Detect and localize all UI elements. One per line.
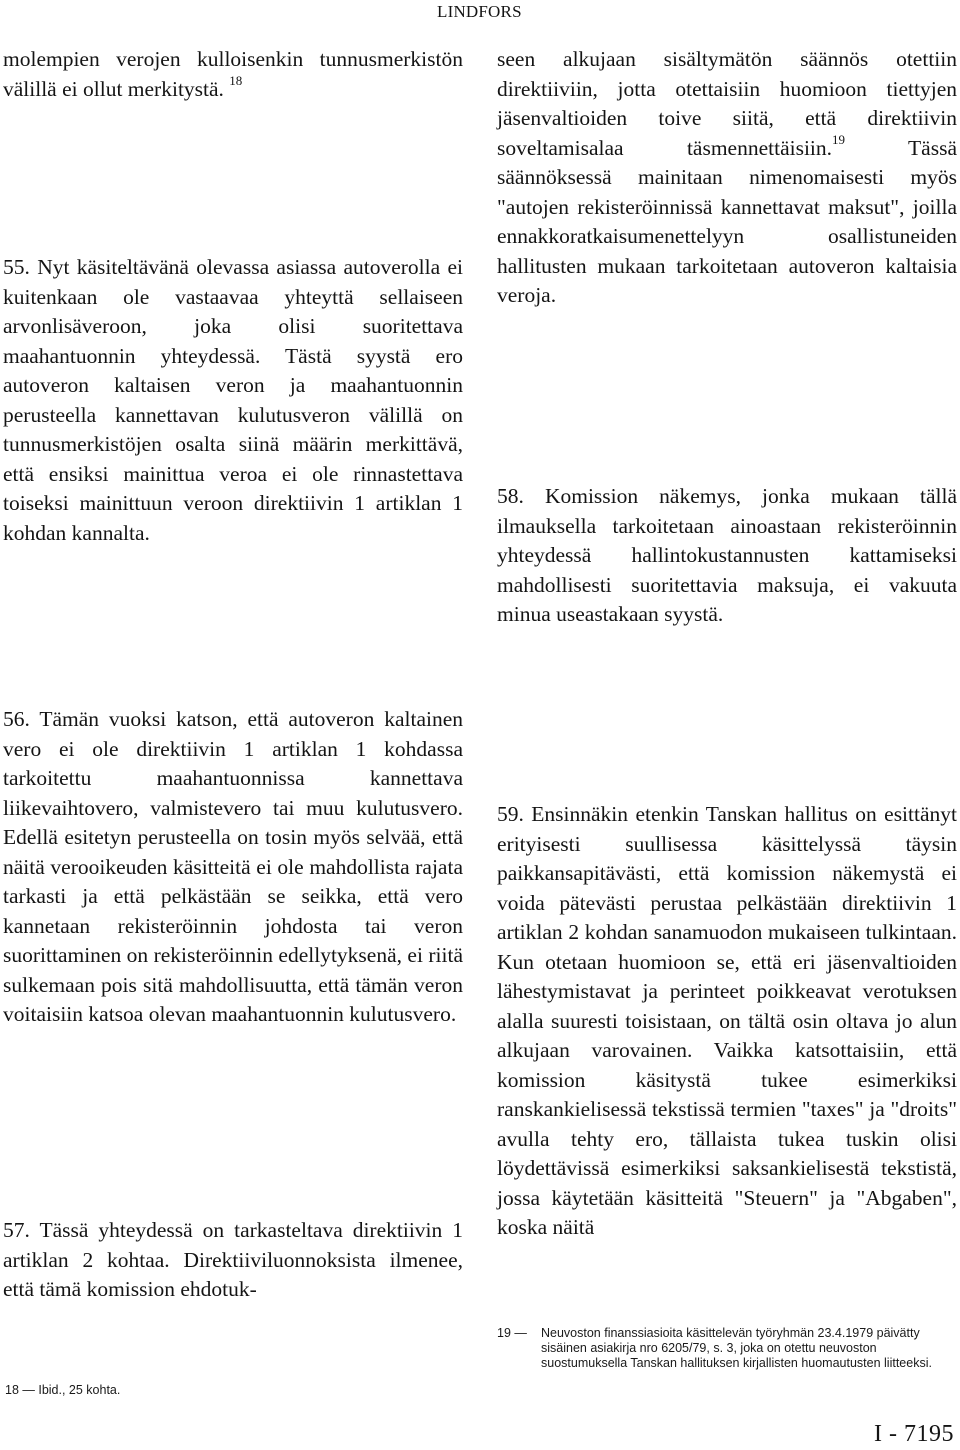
paragraph-58: 58. Komission näkemys, jonka mukaan tällä ilmauksella tarkoitetaan ainoastaan rekisteröinnin yhteydessä hallintokustannusten kattamiseksi mahdollisesti suoritettavia maksuja, ei vakuuta minua useastakaan syystä. — [497, 484, 957, 626]
footnote-ref-19: 19 — [832, 132, 846, 148]
running-head: LINDFORS — [437, 2, 522, 21]
footnote-ref-18: 18 — [229, 73, 243, 89]
page-number: I - 7195 — [874, 1421, 954, 1447]
paragraph-54-end — [3, 45, 463, 104]
paragraph-54-text: molempien verojen kulloisenkin tunnusmerkistön välillä ei ollut merkitystä. — [3, 47, 463, 101]
footnote-19-text: Neuvoston finanssiasioita käsittelevän työryhmän 23.4.1979 päivätty sisäinen asiakirja nro 6205/79, s. 3, joka on otettu neuvoston suostumuksella Tanskan hallituksen kirjallisten huomautusten liitteeksi. — [541, 1326, 932, 1370]
paragraph-57: 57. Tässä yhteydessä on tarkasteltava direktiivin 1 artiklan 2 kohtaa. Direktiiviluonnoksista ilmenee, että tämä komission ehdotuk- — [3, 1218, 463, 1301]
footnote-18: 18 — Ibid., 25 kohta. — [5, 1383, 121, 1397]
paragraph-57-continued-b: Tässä säännöksessä mainitaan nimenomaisesti myös "autojen rekisteröinnissä kannettavat maksut", joilla ennakkoratkaisumenettelyyn osallistuneiden hallitusten mukaan tarkoitetaan autoveron kaltaisia veroja. — [497, 135, 957, 307]
paragraph-56: 56. Tämän vuoksi katson, että autoveron kaltainen vero ei ole direktiivin 1 artiklan 1 kohdassa tarkoitettu maahantuonnissa kannettava liikevaihtovero, valmistevero tai muu kulutusvero. Edellä esitetyn perusteella on tosin myös selvää, että näitä verooikeuden käsitteitä ei ole mahdollista rajata tarkasti ja että pelkästään se seikka, että vero kannetaan rekisteröinnin johdosta tai veron suorittaminen on rekisteröinnin edellytyksenä, ei riitä sulkemaan pois sitä mahdollisuutta, että tämän veron voitaisiin katsoa olevan maahantuonnin kulutusvero. — [3, 707, 463, 1026]
paragraph-57-continued-a: seen alkujaan sisältymätön säännös otettiin direktiiviin, jotta otettaisiin huomioon tiettyjen jäsenvaltioiden toive siitä, että direktiivin soveltamisalaa täsmennettäisiin. — [497, 47, 957, 160]
footnote-19-number: 19 — — [497, 1326, 527, 1340]
paragraph-55: 55. Nyt käsiteltävänä olevassa asiassa autoverolla ei kuitenkaan ole vastaavaa yhteyttä sellaiseen arvonlisäveroon, joka olisi suoritettava maahantuonnin yhteydessä. Tästä syystä ero autoveron kaltaisen veron ja maahantuonnin perusteella kannettavan kulutusveron välillä on tunnusmerkistöjen osalta siinä määrin merkittävä, että ensiksi mainittua veroa ei ole rinnastettava toiseksi mainittuun veroon direktiivin 1 artiklan 1 kohdan kannalta. — [3, 255, 463, 545]
paragraph-57-continued — [497, 45, 957, 311]
paragraph-59: 59. Ensinnäkin etenkin Tanskan hallitus on esittänyt erityisesti suullisessa käsittelyssä täysin paikkansapitävästi, että komission näkemystä ei voida pätevästi perustaa pelkästään direktiivin 1 artiklan 2 kohdan sanamuodon mukaiseen tulkintaan. Kun otetaan huomioon se, että eri jäsenvaltioiden lähestymistavat ja perinteet poikkeavat verotuksen alalla suuresti toisistaan, on tältä osin oltava jo alun alkujaan varovainen. Vaikka katsottaisiin, että komission käsitystä tukee esimerkiksi ranskankielisessä tekstissä termien "taxes" ja "droits" avulla tehty ero, tällaista tukea tuskin olisi löydettävissä esimerkiksi saksankielisestä tekstistä, jossa käytetään käsitteitä "Steuern" ja "Abgaben", koska näitä — [497, 802, 957, 1239]
